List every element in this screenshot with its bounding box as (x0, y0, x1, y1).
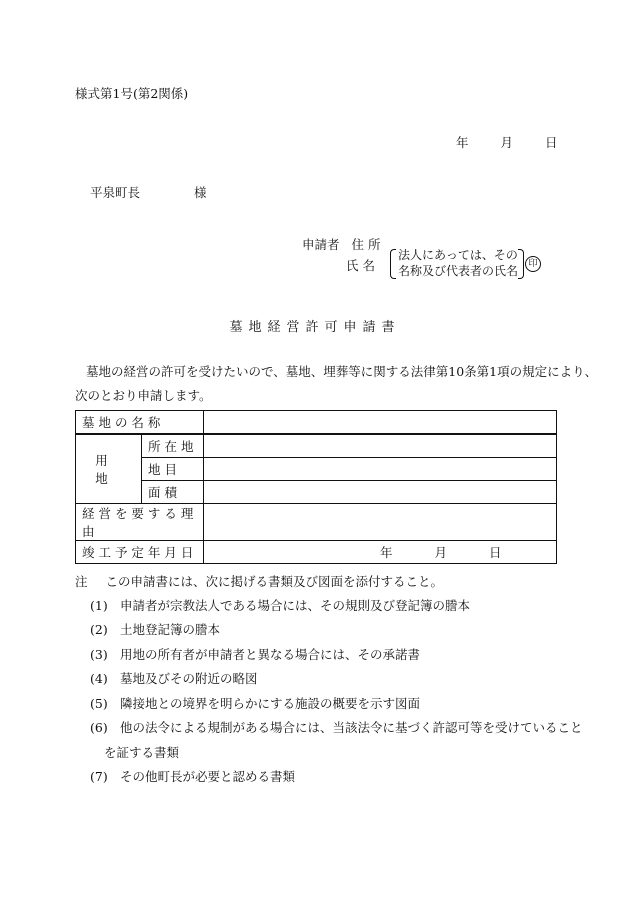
cemetery-name-label: 墓 地 の 名 称 (76, 411, 204, 435)
note-item-4 (90, 669, 258, 687)
table-row-cemetery-name (76, 411, 557, 435)
name-label: 氏 名 (346, 258, 375, 273)
note-number: (4) (90, 671, 108, 686)
table-row-completion-date (76, 541, 557, 564)
date-month: 月 (500, 135, 514, 150)
date-day: 日 (545, 135, 558, 150)
note-text: その他町長が必要と認める書類 (120, 769, 296, 784)
note-text: 墓地及びその附近の略図 (120, 671, 258, 686)
body-line-1: 墓地の経営の許可を受けたいので、墓地、埋葬等に関する法律第10条第1項の規定により、 (86, 364, 598, 379)
notes-heading (75, 572, 443, 590)
body-line-2: 次のとおり申請します。 (75, 388, 212, 403)
note-item-6 (90, 718, 583, 736)
note-number: (1) (90, 598, 108, 613)
note-number: (3) (90, 647, 108, 662)
note-text: 土地登記簿の謄本 (120, 622, 221, 637)
location-field[interactable] (204, 434, 557, 458)
submission-date (456, 133, 558, 151)
addressee-honorific: 様 (194, 185, 207, 200)
table-row-land-category (76, 458, 557, 481)
land-category-field[interactable] (204, 458, 557, 481)
reason-field[interactable] (204, 504, 557, 541)
note-item-6-continued: を証する書類 (104, 745, 180, 760)
location-label: 所 在 地 (142, 434, 204, 458)
cemetery-name-field[interactable] (204, 411, 557, 435)
note-number: (7) (90, 769, 108, 784)
seal-icon: 印 (525, 256, 541, 272)
application-table (75, 410, 557, 564)
table-row-area (76, 481, 557, 504)
left-bracket (390, 249, 396, 279)
applicant-address-row (302, 235, 380, 253)
note-text: 隣接地との境界を明らかにする施設の概要を示す図面 (120, 696, 421, 711)
note-text: 申請者が宗教法人である場合には、その規則及び登記簿の謄本 (120, 598, 471, 613)
addressee-name: 平泉町長 (90, 185, 141, 200)
completion-month: 月 (434, 545, 448, 560)
corporate-note (398, 247, 518, 279)
applicant-label: 申請者 (302, 237, 340, 252)
reason-label: 経 営 を 要 す る 理 由 (76, 504, 204, 541)
notes-mark: 注 (75, 574, 88, 589)
table-row-location (76, 434, 557, 458)
note-item-2 (90, 620, 220, 638)
land-category-label: 地 目 (142, 458, 204, 481)
note-item-3 (90, 645, 420, 663)
area-field[interactable] (204, 481, 557, 504)
note-item-7 (90, 767, 295, 785)
completion-day: 日 (489, 545, 502, 560)
corporate-note-line2: 名称及び代表者の氏名 (398, 264, 519, 278)
form-number: 様式第1号(第2関係) (75, 86, 189, 101)
note-item-5 (90, 694, 420, 712)
note-number: (5) (90, 696, 108, 711)
note-number: (2) (90, 622, 108, 637)
right-bracket (518, 249, 524, 279)
document-title: 墓地経営許可申請書 (229, 320, 401, 335)
corporate-note-line1: 法人にあっては、その (398, 248, 518, 262)
addressee (90, 183, 207, 201)
area-label: 面 積 (142, 481, 204, 504)
land-label: 用 地 (76, 434, 142, 504)
corporate-note-bracket (390, 247, 524, 279)
note-text: 用地の所有者が申請者と異なる場合には、その承諾書 (120, 647, 421, 662)
address-label: 住 所 (351, 237, 381, 252)
note-item-1 (90, 596, 470, 614)
completion-date-field[interactable] (204, 541, 557, 564)
note-number: (6) (90, 720, 108, 735)
table-row-reason (76, 504, 557, 541)
completion-year: 年 (380, 545, 393, 560)
completion-date-label: 竣 工 予 定 年 月 日 (76, 541, 204, 564)
note-text: 他の法令による規制がある場合には、当該法令に基づく許認可等を受けていること (120, 720, 583, 735)
notes-heading-text: この申請書には、次に掲げる書類及び図面を添付すること。 (105, 574, 444, 589)
date-year: 年 (456, 135, 469, 150)
